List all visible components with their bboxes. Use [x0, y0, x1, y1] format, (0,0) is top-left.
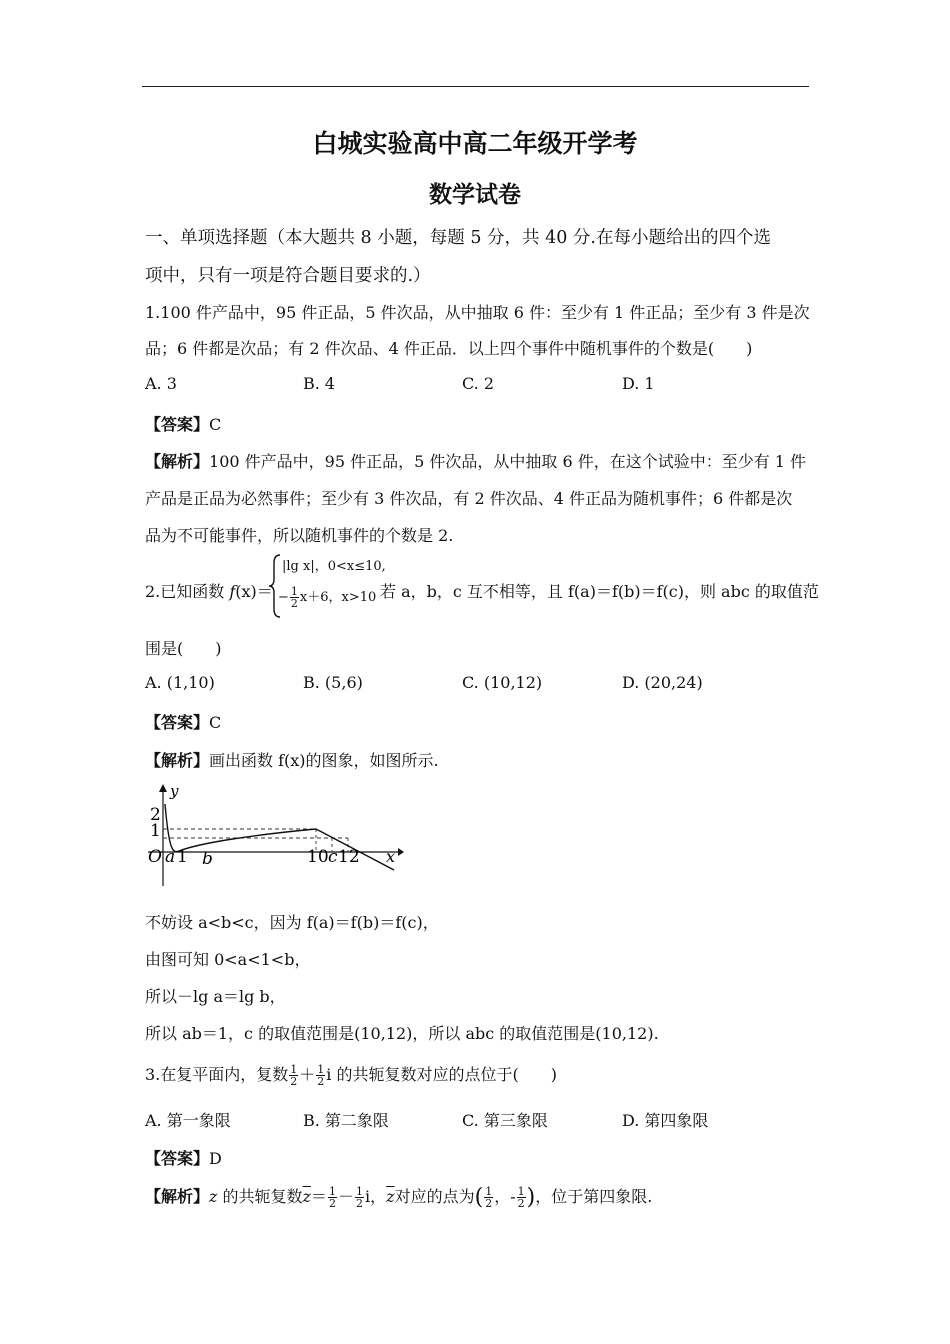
q3-option-d: D. 第四象限 [622, 1111, 709, 1130]
q2-option-d: D. (20,24) [622, 673, 703, 692]
conj-frac-a: $\frac{1}{2}$ [329, 1185, 336, 1210]
analysis-tag: 【解析】 [145, 1187, 210, 1206]
half-fraction: $\frac{1}{2}$ [290, 585, 298, 610]
analysis-text-3: ，位于第四象限. [535, 1187, 653, 1206]
q2-option-c: C. (10,12) [462, 673, 543, 692]
z-bar-symbol: $\overline{z}$ [302, 1187, 311, 1206]
q3-stem [145, 1062, 557, 1087]
conj-frac-b: $\frac{1}{2}$ [356, 1185, 364, 1210]
y-axis-arrow [159, 784, 167, 792]
label-2: 2 [150, 805, 161, 825]
z-symbol: z [209, 1187, 218, 1206]
q3-option-a: A. 第一象限 [145, 1111, 231, 1130]
section-heading-line1: 一、单项选择题（本大题共 8 小题，每题 5 分，共 40 分.在每小题给出的四个选 [145, 228, 771, 248]
q3-prefix: 3.在复平面内，复数 [145, 1065, 289, 1084]
q1-option-c: C. 2 [462, 374, 495, 393]
function-graph [142, 782, 404, 890]
left-paren: ( [474, 1185, 484, 1210]
analysis-text-2: 对应的点为 [394, 1187, 475, 1206]
q2-fx-paren: (x)＝ [235, 582, 273, 601]
exam-title: 白城实验高中高二年级开学考 [312, 129, 638, 158]
label-1-y: 1 [150, 821, 161, 841]
q2-stem-line2: 围是( ) [145, 639, 222, 658]
section-heading-line2: 项中，只有一项是符合题目要求的.） [145, 266, 431, 286]
q1-option-b: B. 4 [303, 374, 336, 393]
q3-suffix: i 的共轭复数对应的点位于( ) [326, 1065, 557, 1084]
q3-frac-a: $\frac{1}{2}$ [290, 1063, 298, 1088]
label-12: 12 [338, 847, 360, 867]
q1-stem-line1: 1.100 件产品中，95 件正品，5 件次品，从中抽取 6 件：至少有 1 件正品；至少有 3 件是次 [145, 303, 810, 322]
q3-answer [145, 1146, 222, 1169]
q3-frac-b: $\frac{1}{2}$ [317, 1063, 325, 1088]
point-comma: ，- [494, 1187, 516, 1206]
label-c: c [328, 847, 338, 867]
q2-stem-prefix [145, 579, 273, 602]
answer-tag: 【答案】 [145, 713, 210, 732]
label-a: a [165, 847, 176, 867]
analysis-tag: 【解析】 [145, 452, 210, 471]
imag-unit: i， [365, 1187, 387, 1206]
label-o: O [148, 847, 162, 867]
q3-option-c: C. 第三象限 [462, 1111, 548, 1130]
q1-analysis-line3: 品为不可能事件，所以随机事件的个数是 2. [145, 526, 454, 545]
q2-option-a: A. (1,10) [145, 673, 215, 692]
q2-answer [145, 710, 221, 733]
q2-step-2: 由图可知 0<a<1<b， [145, 950, 311, 969]
piece-1: |lg x|，0<x≤10, [282, 559, 386, 574]
analysis-text: 100 件产品中，95 件正品，5 件次品，从中抽取 6 件，在这个试验中：至少有 1 件 [209, 452, 807, 471]
label-10: 10 [307, 847, 329, 867]
q2-step-3: 所以－lg a＝lg b， [145, 987, 286, 1006]
log-branch [165, 804, 316, 852]
q3-plus: ＋ [299, 1065, 316, 1084]
label-y: y [170, 782, 179, 800]
label-x: x [386, 847, 396, 866]
q1-option-a: A. 3 [145, 374, 177, 393]
answer-value: C [209, 713, 222, 732]
header-rule [142, 86, 809, 87]
q1-analysis-line2: 产品是正品为必然事件；至少有 3 件次品，有 2 件次品、4 件正品为随机事件；6 件都是次 [145, 489, 793, 508]
equals-sign: ＝ [310, 1187, 327, 1206]
label-b: b [202, 849, 213, 869]
q1-stem-line2: 品；6 件都是次品；有 2 件次品、4 件正品．以上四个事件中随机事件的个数是( ) [145, 339, 753, 358]
piece-2 [278, 586, 376, 609]
q2-step-4: 所以 ab＝1，c 的取值范围是(10,12)，所以 abc 的取值范围是(10,12). [145, 1024, 659, 1043]
q1-option-d: D. 1 [622, 374, 655, 393]
piecewise-definition [268, 553, 386, 619]
q3-analysis [145, 1184, 652, 1210]
q2-prefix: 2.已知函数 [145, 582, 230, 601]
q2-option-b: B. (5,6) [303, 673, 363, 692]
analysis-text: 画出函数 f(x)的图象，如图所示. [209, 751, 439, 770]
q1-answer [145, 412, 221, 435]
right-paren: ) [526, 1185, 536, 1210]
q3-option-b: B. 第二象限 [303, 1111, 389, 1130]
answer-tag: 【答案】 [145, 415, 210, 434]
q2-step-1: 不妨设 a<b<c，因为 f(a)＝f(b)＝f(c)， [145, 913, 439, 932]
point-frac-x: $\frac{1}{2}$ [485, 1185, 493, 1210]
q1-analysis-line1 [145, 449, 806, 472]
point-frac-y: $\frac{1}{2}$ [517, 1185, 525, 1210]
q2-f: f [229, 582, 236, 601]
label-1-x: 1 [177, 847, 188, 867]
analysis-text-1: 的共轭复数 [217, 1187, 303, 1206]
exam-subtitle: 数学试卷 [429, 181, 521, 208]
z-bar-symbol-2: $\overline{z}$ [386, 1187, 395, 1206]
answer-value: C [209, 415, 222, 434]
q2-analysis-line1 [145, 748, 439, 771]
analysis-tag: 【解析】 [145, 751, 210, 770]
minus-sign: － [338, 1187, 355, 1206]
x-axis-arrow [398, 848, 404, 856]
answer-tag: 【答案】 [145, 1149, 210, 1168]
answer-value: D [209, 1149, 222, 1168]
piece-2-rest: x＋6，x>10 [299, 590, 377, 605]
piece-2-sign: − [278, 590, 289, 605]
q2-stem-tail: 若 a，b，c 互不相等，且 f(a)＝f(b)＝f(c)，则 abc 的取值范 [380, 582, 819, 601]
